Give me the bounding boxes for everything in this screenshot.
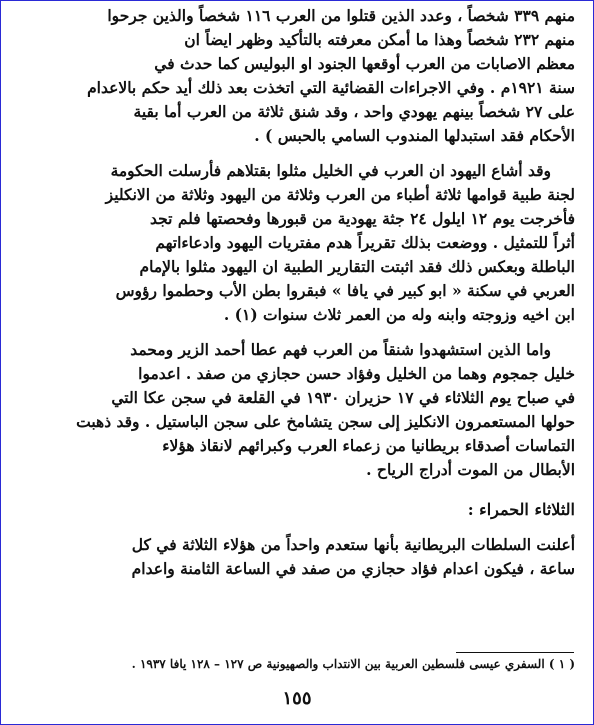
text-line: الباطلة وبعكس ذلك فقد اثبتت التقارير الطبية ان اليهود مثلوا بالإمام [139, 257, 575, 276]
text-line: ابن اخيه وزوجته وابنه وله من العمر ثلاث سنوات (١) . [223, 305, 575, 324]
paragraph-4 [40, 533, 575, 581]
book-page-body [40, 4, 575, 581]
paragraph-gap [40, 148, 575, 159]
section-gap [40, 482, 575, 498]
text-line: حولها المستعمرون الانكليز إلى سجن يتشامخ على سجن الباستيل . وقد ذهبت [76, 412, 575, 431]
text-line: سنة ١٩٢١م . وفي الاجراءات القضائية التي اتخذت بعد ذلك أيد حكم بالاعدام [87, 78, 575, 97]
text-line: فأخرجت يوم ١٢ ايلول ٢٤ جثة يهودية من قبورها وفحصتها فلم تجد [149, 209, 575, 228]
paragraph-gap [40, 327, 575, 338]
text-line: على ٢٧ شخصاً بينهم يهودي واحد ، وقد شنق ثلاثة من العرب أما بقية [133, 102, 575, 121]
text-line: أثراً للتمثيل . ووضعت بذلك تقريراً هدم مفتريات اليهود وادعاءاتهم [155, 233, 575, 252]
text-line: منهم ٢٣٢ شخصاً وهذا ما أمكن معرفته بالتأكيد وظهر ايضاً ان [184, 30, 575, 49]
paragraph-2 [40, 159, 575, 327]
footnote-separator [456, 652, 574, 653]
page-number: ١٥٥ [282, 688, 312, 709]
text-line: خليل جمجوم وهما من الخليل وفؤاد حسن حجازي من صفد . اعدموا [138, 364, 575, 383]
text-line: معظم الاصابات من العرب أوقعها الجنود او البوليس كما حدث في [154, 54, 575, 73]
footnote: ( ١ ) السفري عيسى فلسطين العربية بين الانتداب والصهيونية ص ١٢٧ – ١٢٨ يافا ١٩٣٧ . [131, 657, 575, 671]
text-line: ساعة ، فيكون اعدام فؤاد حجازي من صفد في الساعة الثامنة واعدام [131, 559, 575, 578]
text-line: أعلنت السلطات البريطانية بأنها ستعدم واحداً من هؤلاء الثلاثة في كل [131, 535, 575, 554]
text-line: وقد أشاع اليهود ان العرب في الخليل مثلوا بقتلاهم فأرسلت الحكومة [110, 161, 551, 180]
paragraph-1 [40, 4, 575, 148]
text-line: منهم ٣٣٩ شخصاً ، وعدد الذين قتلوا من العرب ١١٦ شخصاً والذين جرحوا [107, 6, 575, 25]
paragraph-3 [40, 338, 575, 482]
text-line: الأبطال من الموت أدراج الرياح . [366, 460, 575, 479]
section-heading: الثلاثاء الحمراء : [467, 500, 575, 519]
text-line: التماسات أصدقاء بريطانيا من زعماء العرب وكبرائهم لانقاذ هؤلاء [162, 436, 575, 455]
text-line: واما الذين استشهدوا شنقاً من العرب فهم عطا أحمد الزير ومحمد [130, 340, 551, 359]
text-line: في صباح يوم الثلاثاء في ١٧ حزيران ١٩٣٠ في القلعة في سجن عكا التي [111, 388, 575, 407]
section-gap [40, 522, 575, 533]
text-line: لجنة طبية قوامها ثلاثة أطباء من العرب وثلاثة من اليهود وثلاثة من الانكليز [105, 185, 575, 204]
text-line: الأحكام فقد استبدلها المندوب السامي بالحبس ) . [254, 126, 575, 145]
text-line: العربي في سكنة « ابو كبير في يافا » فبقروا بطن الأب وحطموا رؤوس [115, 281, 575, 300]
